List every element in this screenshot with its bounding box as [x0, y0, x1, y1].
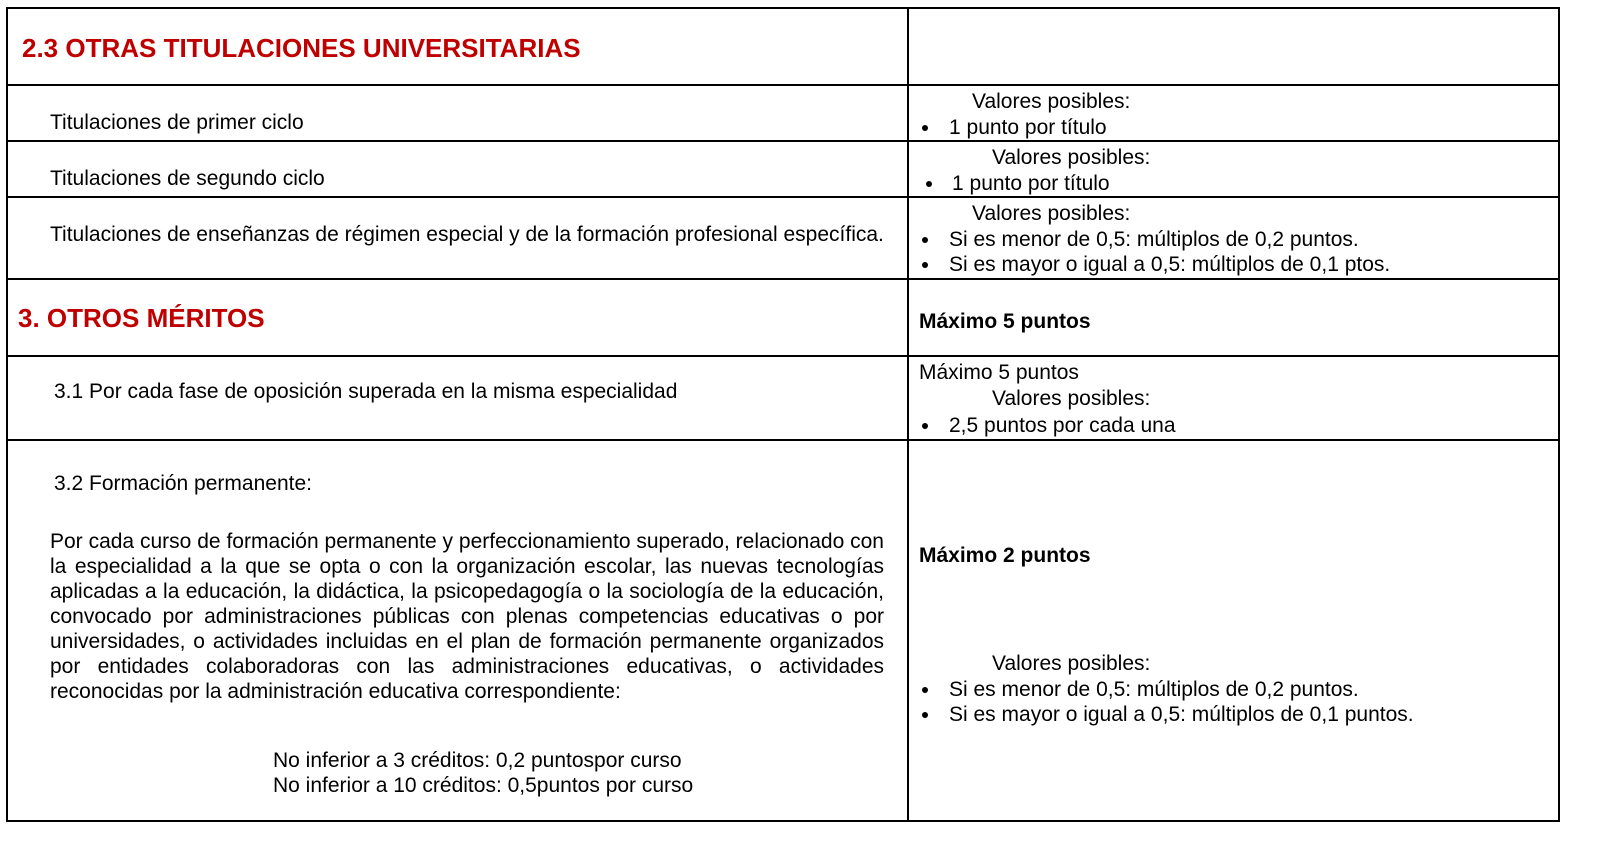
section-2-3-header-row [8, 9, 1558, 86]
bullet-icon [922, 125, 928, 131]
table-row: Titulaciones de segundo ciclo Valores posibles: 1 punto por título [8, 142, 1558, 198]
bullet-icon [922, 237, 928, 243]
row-label: 3.2 Formación permanente: [54, 472, 312, 495]
table-row: Titulaciones de primer ciclo Valores posibles: 1 punto por título [8, 86, 1558, 142]
bullet-icon [926, 181, 932, 187]
row-label: Titulaciones de primer ciclo [50, 111, 304, 134]
values-label: Valores posibles: [972, 90, 1131, 113]
bullet-icon [922, 687, 928, 693]
bullet-icon [922, 262, 928, 268]
max-points: Máximo 2 puntos [919, 544, 1091, 567]
bullet-icon [922, 712, 928, 718]
values-label: Valores posibles: [992, 146, 1151, 169]
credits-line: No inferior a 3 créditos: 0,2 puntospor curso [273, 749, 682, 772]
bullet-icon [922, 423, 928, 429]
max-points: Máximo 5 puntos [919, 361, 1079, 384]
empty-cell [909, 9, 1558, 84]
section-title: 2.3 OTRAS TITULACIONES UNIVERSITARIAS [22, 33, 581, 63]
section-title: 3. OTROS MÉRITOS [18, 303, 265, 333]
values-label: Valores posibles: [972, 202, 1131, 225]
table-row: 3.2 Formación permanente: Por cada curso de formación permanente y perfeccionamiento superado, relacionado con la especialidad a la que se opta o con la organización escolar, las nuevas tecnologías aplicadas a la educación, la didáctica, la psicopedagogía o la sociología de la educación, convocado por administraciones públicas con plenas competencias educativas o por universidades, o actividades incluidas en el plan de formación permanente organizados por entidades colaboradoras con las administraciones educativas, o actividades reconocidas por la administración educativa correspondiente: No inferior a 3 créditos: 0,2 puntospor curso No inferior a 10 créditos: 0,5puntos por curso Máximo 2 puntos Valores posibles: Si es menor de 0,5: múltiplos de 0,2 puntos. Si es mayor o igual a 0,5: múltiplos de 0,1 puntos. [8, 441, 1558, 820]
section-3-header-row [8, 280, 1558, 357]
row-paragraph: Por cada curso de formación permanente y perfeccionamiento superado, relacionado con la especialidad a la que se opta o con la organización escolar, las nuevas tecnologías aplicadas a la educación, la didáctica, la psicopedagogía o la sociología de la educación, convocado por administraciones públicas con plenas competencias educativas o por universidades, o actividades incluidas en el plan de formación permanente organizados por entidades colaboradoras con las administraciones educativas, o actividades reconocidas por la administración educativa correspondiente: [50, 530, 884, 703]
max-points: Máximo 5 puntos [919, 310, 1091, 333]
criteria-table [6, 7, 1560, 822]
credits-line: No inferior a 10 créditos: 0,5puntos por curso [273, 774, 694, 797]
row-label: Titulaciones de segundo ciclo [50, 167, 325, 190]
row-label: 3.1 Por cada fase de oposición superada en la misma especialidad [54, 380, 678, 403]
table-row: Titulaciones de enseñanzas de régimen especial y de la formación profesional específica. Valores posibles: Si es menor de 0,5: múltiplos de 0,2 puntos. Si es mayor o igual a 0,5: múltiplos de 0,1 ptos. [8, 198, 1558, 280]
values-label: Valores posibles: [992, 387, 1151, 410]
table-row: 3.1 Por cada fase de oposición superada en la misma especialidad Máximo 5 puntos Valores posibles: 2,5 puntos por cada una [8, 357, 1558, 441]
values-label: Valores posibles: [992, 652, 1151, 675]
row-label: Titulaciones de enseñanzas de régimen especial y de la formación profesional específica. [50, 223, 884, 246]
